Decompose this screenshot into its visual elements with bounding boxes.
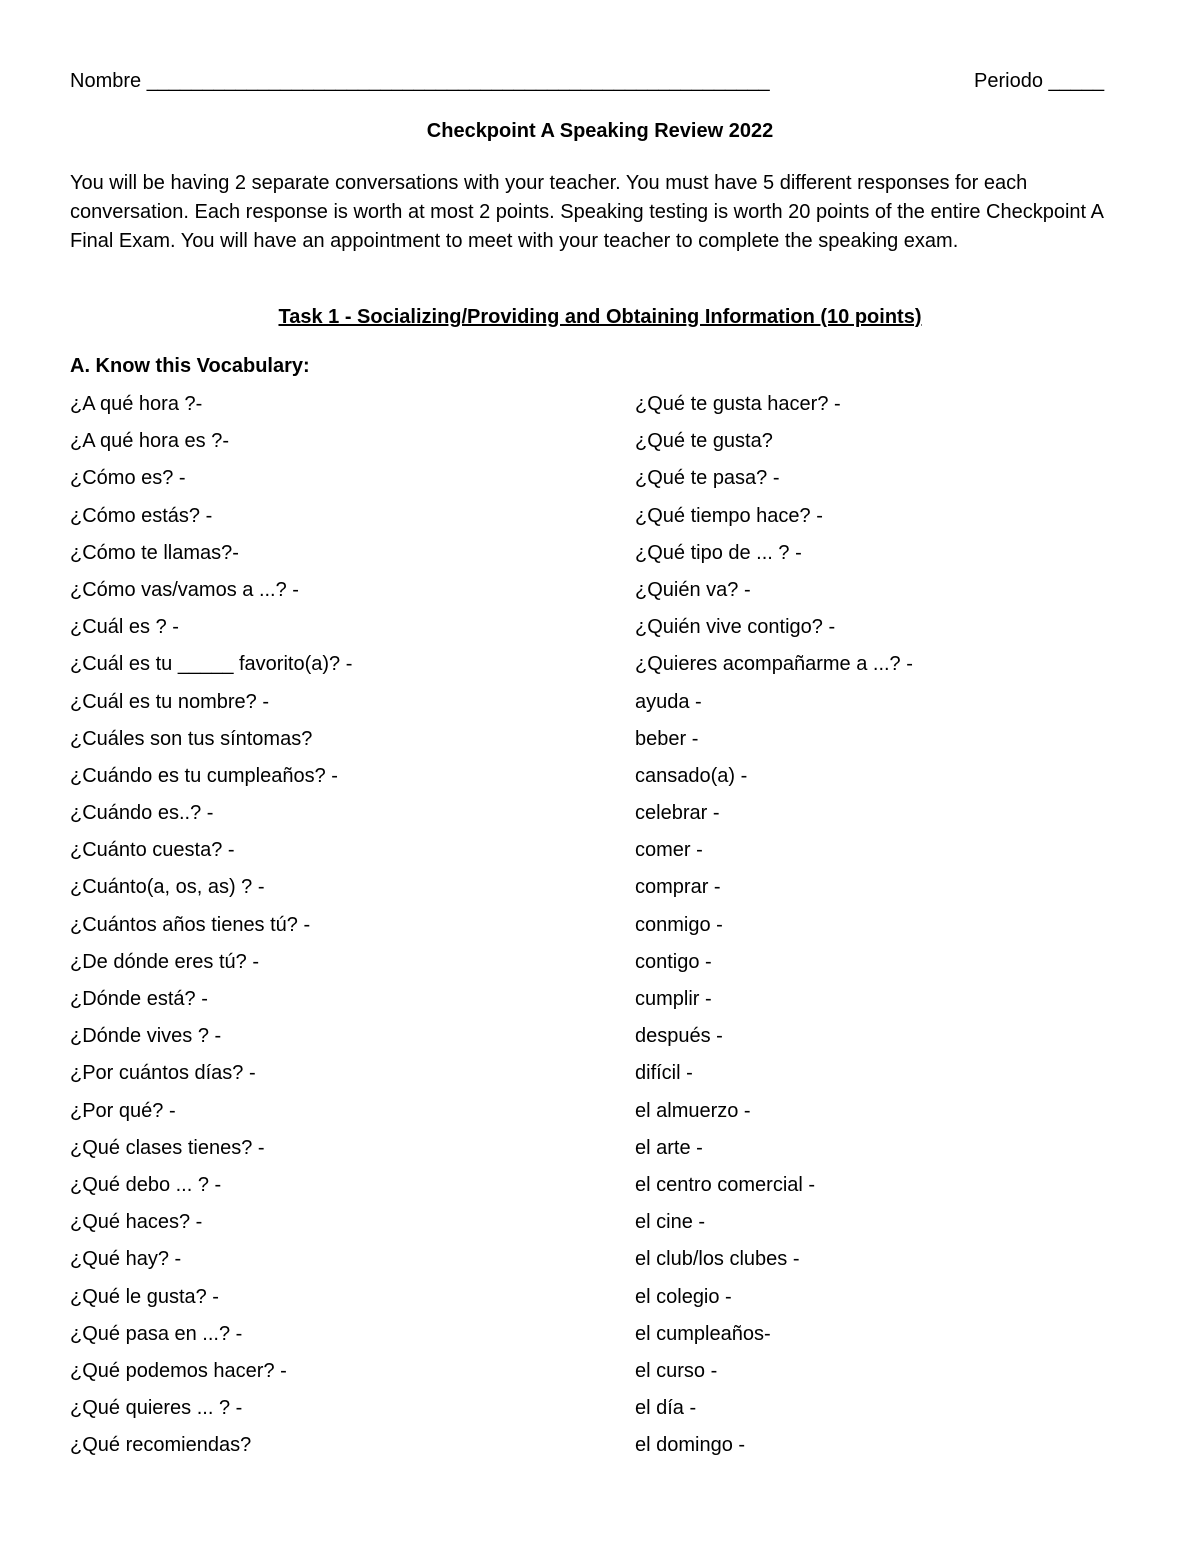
vocabulary-item: ¿Cuáles son tus síntomas?: [70, 727, 313, 750]
intro-paragraph: You will be having 2 separate conversations with your teacher. You must have 5 different responses for each conversation. Each response is worth at most 2 points. Speaking testing is worth 20 points of the entire Checkpoint A Final Exam. You will have an appointment to meet with your teacher to complete the speaking exam.: [70, 172, 1103, 252]
vocabulary-item: ¿Cuántos años tienes tú? -: [70, 913, 311, 936]
vocabulary-item: comer -: [635, 839, 703, 862]
vocabulary-item: ¿Cuál es tu _____ favorito(a)? -: [70, 653, 353, 676]
vocabulary-item: ¿Qué tiempo hace? -: [635, 504, 823, 527]
vocabulary-item: beber -: [635, 727, 699, 750]
vocabulary-item: celebrar -: [635, 802, 720, 825]
vocabulary-heading: A. Know this Vocabulary:: [70, 355, 310, 377]
vocabulary-item: el centro comercial -: [635, 1173, 816, 1196]
vocabulary-item: ¿Qué pasa en ...? -: [70, 1322, 243, 1345]
vocabulary-item: ¿Cuándo es tu cumpleaños? -: [70, 764, 338, 787]
vocabulary-item: ¿Qué haces? -: [70, 1211, 203, 1234]
vocabulary-item: ¿Qué hay? -: [70, 1248, 182, 1271]
vocabulary-column-left: [70, 391, 352, 1469]
vocabulary-item: ayuda -: [635, 690, 702, 713]
vocabulary-item: ¿Cuál es ? -: [70, 616, 179, 639]
vocabulary-item: ¿Qué tipo de ... ? -: [635, 541, 802, 564]
period-field-label: Periodo _____: [974, 70, 1105, 92]
vocabulary-item: cumplir -: [635, 988, 712, 1010]
vocabulary-item: ¿Cómo es? -: [70, 467, 186, 490]
vocabulary-item: el almuerzo -: [635, 1099, 751, 1122]
vocabulary-item: ¿Por cuántos días? -: [70, 1062, 256, 1085]
student-info-line: [70, 70, 1130, 98]
vocabulary-item: ¿Quién va? -: [635, 578, 751, 601]
vocabulary-item: ¿Qué te gusta hacer? -: [635, 393, 841, 415]
vocabulary-item: ¿Cómo estás? -: [70, 504, 213, 527]
vocabulary-item: ¿A qué hora es ?-: [70, 430, 229, 453]
vocabulary-item: ¿Cuál es tu nombre? -: [70, 690, 269, 713]
vocabulary-item: ¿Cuándo es..? -: [70, 802, 214, 825]
vocabulary-item: ¿De dónde eres tú? -: [70, 950, 259, 973]
vocabulary-item: ¿Qué podemos hacer? -: [70, 1359, 287, 1382]
vocabulary-item: ¿Dónde está? -: [70, 988, 208, 1010]
vocabulary-item: cansado(a) -: [635, 764, 748, 787]
vocabulary-item: después -: [635, 1025, 723, 1048]
vocabulary-item: ¿Dónde vives ? -: [70, 1025, 222, 1048]
vocabulary-item: ¿Cómo te llamas?-: [70, 541, 239, 564]
vocabulary-item: ¿Qué recomiendas?: [70, 1434, 252, 1457]
vocabulary-item: ¿Qué debo ... ? -: [70, 1173, 222, 1196]
vocabulary-item: el domingo -: [635, 1434, 746, 1457]
vocabulary-item: contigo -: [635, 950, 712, 973]
name-field-label: Nombre ________________________________________________________: [70, 70, 770, 92]
vocabulary-item: el arte -: [635, 1136, 703, 1159]
vocabulary-item: el colegio -: [635, 1285, 732, 1308]
vocabulary-column-right: [635, 391, 913, 1469]
vocabulary-item: ¿Quién vive contigo? -: [635, 616, 836, 639]
vocabulary-item: comprar -: [635, 876, 721, 899]
vocabulary-item: difícil -: [635, 1062, 693, 1085]
vocabulary-item: el día -: [635, 1397, 697, 1420]
vocabulary-item: ¿Por qué? -: [70, 1099, 176, 1122]
vocabulary-item: ¿Qué quieres ... ? -: [70, 1397, 243, 1420]
vocabulary-item: conmigo -: [635, 913, 723, 936]
vocabulary-item: ¿Cómo vas/vamos a ...? -: [70, 578, 299, 601]
vocabulary-item: el cumpleaños-: [635, 1322, 771, 1345]
vocabulary-item: ¿Qué clases tienes? -: [70, 1136, 265, 1159]
vocabulary-item: el curso -: [635, 1359, 718, 1382]
vocabulary-item: el club/los clubes -: [635, 1248, 800, 1271]
vocabulary-item: ¿Qué te gusta?: [635, 430, 773, 453]
vocabulary-item: ¿Cuánto(a, os, as) ? -: [70, 876, 265, 899]
vocabulary-item: ¿Cuánto cuesta? -: [70, 839, 235, 862]
vocabulary-item: ¿Qué le gusta? -: [70, 1285, 219, 1308]
vocabulary-item: ¿A qué hora ?-: [70, 393, 203, 415]
task-1-heading: Task 1 - Socializing/Providing and Obtaining Information (10 points): [278, 306, 922, 328]
document-title: Checkpoint A Speaking Review 2022: [426, 120, 774, 142]
vocabulary-item: ¿Quieres acompañarme a ...? -: [635, 653, 913, 676]
vocabulary-item: ¿Qué te pasa? -: [635, 467, 780, 490]
vocabulary-item: el cine -: [635, 1211, 706, 1234]
